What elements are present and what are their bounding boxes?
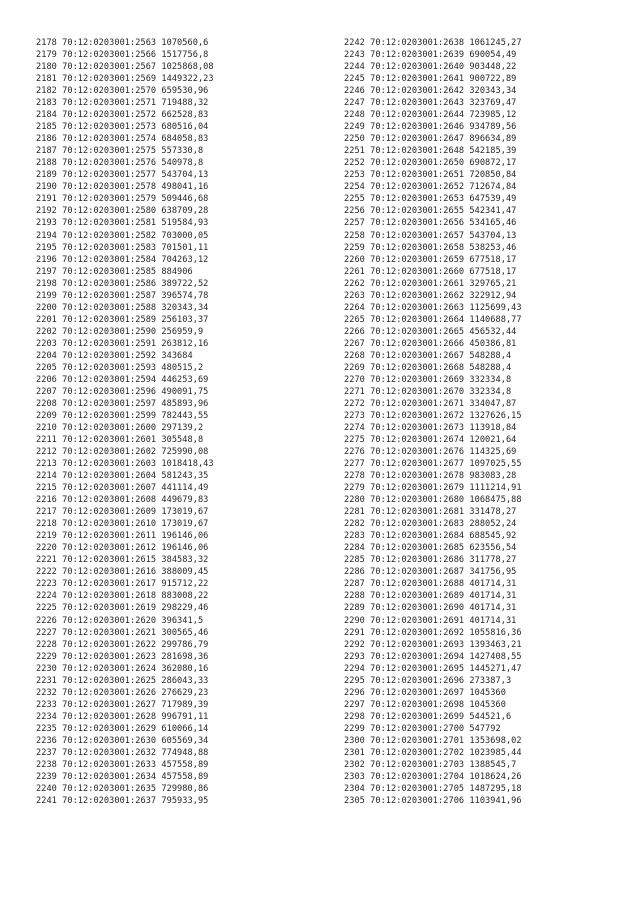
table-row: 2294 70:12:0203001:2695 1445271,47: [344, 663, 522, 674]
table-row: 2221 70:12:0203001:2615 384583,32: [36, 555, 209, 566]
table-row: 2178 70:12:0203001:2563 1070560,6: [36, 38, 209, 48]
table-row: 2227 70:12:0203001:2621 300565,46: [36, 627, 209, 638]
table-row: 2184 70:12:0203001:2572 662528,83: [36, 110, 209, 121]
table-row: 2248 70:12:0203001:2644 723985,12: [344, 110, 517, 121]
table-row: 2286 70:12:0203001:2687 341756,95: [344, 567, 517, 578]
table-row: 2246 70:12:0203001:2642 320343,34: [344, 86, 517, 97]
table-row: 2203 70:12:0203001:2591 263812,16: [36, 338, 209, 349]
table-row: 2257 70:12:0203001:2656 534165,46: [344, 218, 517, 229]
table-row: 2196 70:12:0203001:2584 704263,12: [36, 254, 209, 265]
table-row: 2258 70:12:0203001:2657 543704,13: [344, 230, 517, 241]
table-row: 2235 70:12:0203001:2629 610066,14: [36, 723, 209, 734]
table-row: 2239 70:12:0203001:2634 457558,89: [36, 771, 209, 782]
table-row: 2205 70:12:0203001:2593 480515,2: [36, 362, 204, 373]
table-row: 2301 70:12:0203001:2702 1023985,44: [344, 747, 522, 758]
table-row: 2200 70:12:0203001:2588 320343,34: [36, 302, 209, 313]
table-row: 2230 70:12:0203001:2624 362080,16: [36, 663, 209, 674]
table-row: 2259 70:12:0203001:2658 538253,46: [344, 242, 517, 253]
table-row: 2243 70:12:0203001:2639 690054,49: [344, 50, 517, 61]
table-row: 2210 70:12:0203001:2600 297139,2: [36, 423, 204, 433]
table-row: 2224 70:12:0203001:2618 883008,22: [36, 591, 209, 602]
table-row: 2182 70:12:0203001:2570 659530,96: [36, 86, 209, 97]
left-column: [36, 37, 326, 807]
table-row: 2247 70:12:0203001:2643 323769,47: [344, 98, 517, 109]
table-row: 2288 70:12:0203001:2689 401714,31: [344, 591, 517, 602]
table-row: 2242 70:12:0203001:2638 1061245,27: [344, 38, 522, 48]
table-row: 2305 70:12:0203001:2706 1103941,96: [344, 795, 522, 806]
table-row: 2262 70:12:0203001:2661 329765,21: [344, 278, 517, 289]
table-row: 2236 70:12:0203001:2630 605569,34: [36, 735, 209, 746]
table-row: 2303 70:12:0203001:2704 1018624,26: [344, 771, 522, 782]
table-row: 2231 70:12:0203001:2625 286043,33: [36, 675, 209, 686]
table-row: 2279 70:12:0203001:2679 1111214,91: [344, 483, 522, 494]
table-row: 2189 70:12:0203001:2577 543704,13: [36, 170, 209, 181]
table-row: 2234 70:12:0203001:2628 996791,11: [36, 711, 209, 722]
table-row: 2181 70:12:0203001:2569 1449322,23: [36, 74, 214, 85]
table-row: 2190 70:12:0203001:2578 498041,16: [36, 182, 209, 193]
table-row: 2245 70:12:0203001:2641 900722,89: [344, 74, 517, 85]
table-row: 2290 70:12:0203001:2691 401714,31: [344, 615, 517, 626]
table-row: 2291 70:12:0203001:2692 1055816,36: [344, 627, 522, 638]
table-row: 2260 70:12:0203001:2659 677518,17: [344, 254, 517, 265]
table-row: 2298 70:12:0203001:2699 544521,6: [344, 711, 512, 722]
table-row: 2271 70:12:0203001:2670 332334,8: [344, 386, 512, 397]
table-row: 2267 70:12:0203001:2666 450386,81: [344, 338, 517, 349]
table-row: 2229 70:12:0203001:2623 281698,36: [36, 651, 209, 662]
table-row: 2192 70:12:0203001:2580 638709,28: [36, 206, 209, 217]
table-row: 2304 70:12:0203001:2705 1487295,18: [344, 783, 522, 794]
table-row: 2285 70:12:0203001:2686 311778,27: [344, 555, 517, 566]
table-row: 2263 70:12:0203001:2662 322912,94: [344, 290, 517, 301]
table-row: 2195 70:12:0203001:2583 701501,11: [36, 242, 209, 253]
table-row: 2256 70:12:0203001:2655 542341,47: [344, 206, 517, 217]
table-row: 2282 70:12:0203001:2683 288052,24: [344, 519, 517, 530]
table-row: 2194 70:12:0203001:2582 703000,05: [36, 230, 209, 241]
table-row: 2193 70:12:0203001:2581 519584,93: [36, 218, 209, 229]
table-row: 2188 70:12:0203001:2576 540978,8: [36, 158, 204, 169]
table-row: 2215 70:12:0203001:2607 441114,49: [36, 483, 209, 494]
table-row: 2179 70:12:0203001:2566 1517756,8: [36, 50, 209, 61]
table-row: 2273 70:12:0203001:2672 1327626,15: [344, 410, 522, 421]
table-row: 2212 70:12:0203001:2602 725990,08: [36, 447, 209, 458]
table-row: 2206 70:12:0203001:2594 446253,69: [36, 374, 209, 385]
table-row: 2201 70:12:0203001:2589 256103,37: [36, 314, 209, 325]
table-row: 2208 70:12:0203001:2597 485893,96: [36, 398, 209, 409]
table-row: 2238 70:12:0203001:2633 457558,89: [36, 759, 209, 770]
table-row: 2233 70:12:0203001:2627 717989,39: [36, 699, 209, 710]
right-column: [344, 37, 634, 807]
table-row: 2269 70:12:0203001:2668 548288,4: [344, 362, 512, 373]
table-row: 2272 70:12:0203001:2671 334047,87: [344, 398, 517, 409]
table-row: 2217 70:12:0203001:2609 173019,67: [36, 507, 209, 518]
table-row: 2241 70:12:0203001:2637 795933,95: [36, 795, 209, 806]
table-row: 2270 70:12:0203001:2669 332334,8: [344, 374, 512, 385]
table-row: 2207 70:12:0203001:2596 490091,75: [36, 386, 209, 397]
table-row: 2226 70:12:0203001:2620 396341,5: [36, 615, 204, 626]
table-row: 2278 70:12:0203001:2678 983083,28: [344, 471, 517, 482]
table-row: 2214 70:12:0203001:2604 581243,35: [36, 471, 209, 482]
table-row: 2268 70:12:0203001:2667 548288,4: [344, 350, 512, 361]
table-row: 2209 70:12:0203001:2599 782443,55: [36, 410, 209, 421]
table-row: 2292 70:12:0203001:2693 1393463,21: [344, 639, 522, 650]
table-row: 2197 70:12:0203001:2585 884906: [36, 266, 193, 277]
table-row: 2251 70:12:0203001:2648 542185,39: [344, 146, 517, 157]
table-row: 2191 70:12:0203001:2579 509446,68: [36, 194, 209, 205]
table-row: 2218 70:12:0203001:2610 173019,67: [36, 519, 209, 530]
table-row: 2186 70:12:0203001:2574 684058,83: [36, 134, 209, 145]
table-row: 2274 70:12:0203001:2673 113918,84: [344, 423, 517, 433]
table-row: 2255 70:12:0203001:2653 647539,49: [344, 194, 517, 205]
table-row: 2277 70:12:0203001:2677 1097025,55: [344, 459, 522, 470]
table-row: 2295 70:12:0203001:2696 273387,3: [344, 675, 512, 686]
table-row: 2216 70:12:0203001:2608 449679,83: [36, 495, 209, 506]
table-row: 2293 70:12:0203001:2694 1427408,55: [344, 651, 522, 662]
table-row: 2264 70:12:0203001:2663 1125699,43: [344, 302, 522, 313]
table-row: 2185 70:12:0203001:2573 680516,04: [36, 122, 209, 133]
table-row: 2225 70:12:0203001:2619 298229,46: [36, 603, 209, 614]
table-row: 2253 70:12:0203001:2651 720850,84: [344, 170, 517, 181]
table-row: 2249 70:12:0203001:2646 934789,56: [344, 122, 517, 133]
table-row: 2202 70:12:0203001:2590 256959,9: [36, 326, 204, 337]
table-row: 2266 70:12:0203001:2665 456532,44: [344, 326, 517, 337]
table-row: 2300 70:12:0203001:2701 1353698,02: [344, 735, 522, 746]
table-row: 2213 70:12:0203001:2603 1018418,43: [36, 459, 214, 470]
table-row: 2252 70:12:0203001:2650 690872,17: [344, 158, 517, 169]
table-row: 2222 70:12:0203001:2616 388009,45: [36, 567, 209, 578]
table-row: 2275 70:12:0203001:2674 120021,64: [344, 435, 517, 446]
table-row: 2232 70:12:0203001:2626 276629,23: [36, 687, 209, 698]
table-row: 2183 70:12:0203001:2571 719488,32: [36, 98, 209, 109]
table-row: 2187 70:12:0203001:2575 557330,8: [36, 146, 204, 157]
table-row: 2276 70:12:0203001:2676 114325,69: [344, 447, 517, 458]
table-row: 2284 70:12:0203001:2685 623556,54: [344, 543, 517, 554]
table-row: 2280 70:12:0203001:2680 1068475,88: [344, 495, 522, 506]
table-row: 2240 70:12:0203001:2635 729980,86: [36, 783, 209, 794]
table-row: 2199 70:12:0203001:2587 396574,78: [36, 290, 209, 301]
table-row: 2261 70:12:0203001:2660 677518,17: [344, 266, 517, 277]
table-row: 2283 70:12:0203001:2684 688545,92: [344, 531, 517, 542]
table-row: 2180 70:12:0203001:2567 1025868,08: [36, 62, 214, 73]
table-row: 2223 70:12:0203001:2617 915712,22: [36, 579, 209, 590]
table-row: 2220 70:12:0203001:2612 196146,06: [36, 543, 209, 554]
table-row: 2265 70:12:0203001:2664 1140688,77: [344, 314, 522, 325]
table-row: 2198 70:12:0203001:2586 389722,52: [36, 278, 209, 289]
table-row: 2244 70:12:0203001:2640 903448,22: [344, 62, 517, 73]
table-row: 2237 70:12:0203001:2632 774948,88: [36, 747, 209, 758]
table-row: 2250 70:12:0203001:2647 896634,89: [344, 134, 517, 145]
table-row: 2228 70:12:0203001:2622 299786,79: [36, 639, 209, 650]
table-row: 2302 70:12:0203001:2703 1388545,7: [344, 759, 517, 770]
table-row: 2297 70:12:0203001:2698 1045360: [344, 699, 506, 710]
table-row: 2204 70:12:0203001:2592 343684: [36, 350, 193, 361]
table-row: 2287 70:12:0203001:2688 401714,31: [344, 579, 517, 590]
table-row: 2299 70:12:0203001:2700 547792: [344, 723, 501, 734]
table-row: 2289 70:12:0203001:2690 401714,31: [344, 603, 517, 614]
table-row: 2296 70:12:0203001:2697 1045360: [344, 687, 506, 698]
table-row: 2281 70:12:0203001:2681 331478,27: [344, 507, 517, 518]
table-row: 2211 70:12:0203001:2601 305548,8: [36, 435, 204, 446]
table-row: 2254 70:12:0203001:2652 712674,84: [344, 182, 517, 193]
table-row: 2219 70:12:0203001:2611 196146,06: [36, 531, 209, 542]
